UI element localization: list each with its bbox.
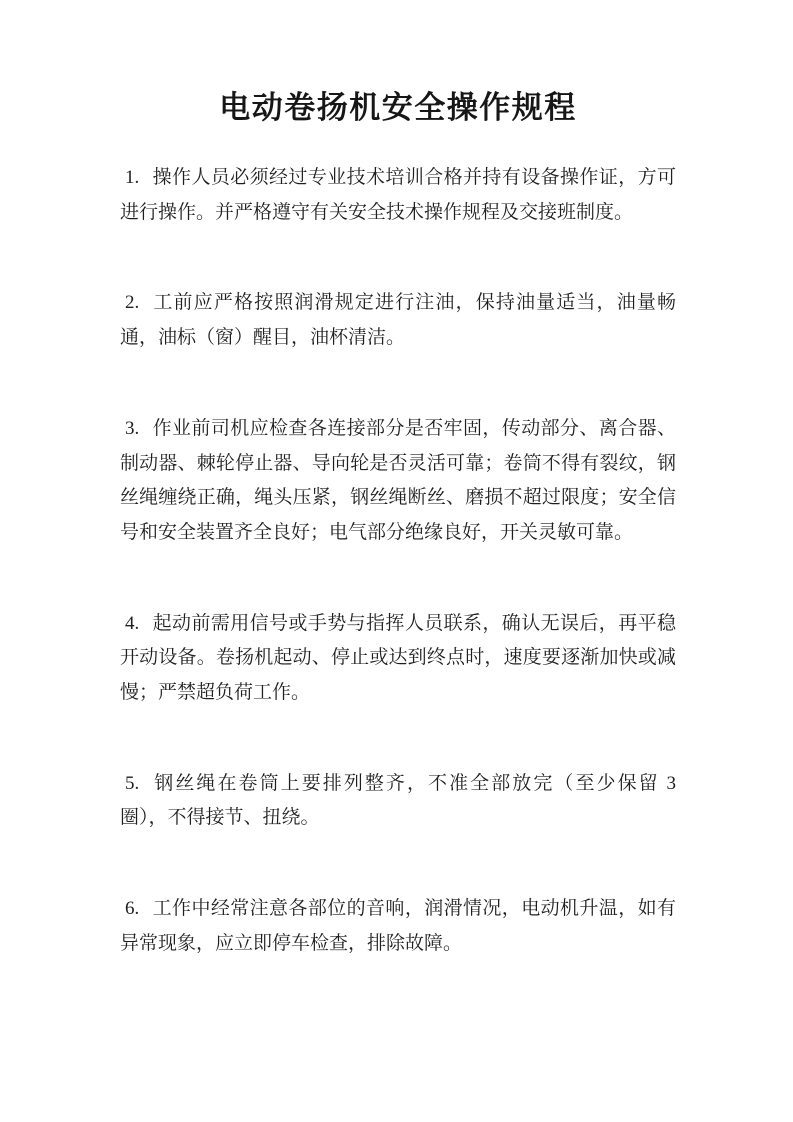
item-number: 2.	[125, 292, 140, 314]
paragraph-line: 通，油标（窗）醒目，油杯清洁。	[120, 327, 406, 349]
paragraph-text: 工作中经常注意各部位的音响，润滑情况，电动机升温，如有	[152, 898, 676, 920]
paragraph-line: 丝绳缠绕正确，绳头压紧，钢丝绳断丝、磨损不超过限度；安全信	[120, 487, 676, 509]
paragraph-text: 工前应严格按照润滑规定进行注油，保持油量适当，油量畅	[152, 292, 676, 314]
item-number: 4.	[125, 612, 140, 634]
document-content	[120, 86, 676, 1018]
paragraph-line	[120, 767, 676, 802]
paragraph-text: 作业前司机应检查各连接部分是否牢固，传动部分、离合器、	[152, 417, 676, 439]
paragraph-line: 制动器、棘轮停止器、导向轮是否灵活可靠；卷筒不得有裂纹，钢	[120, 452, 676, 474]
paragraph-line	[120, 607, 676, 642]
item-number: 6.	[125, 898, 140, 920]
list-item-3	[120, 412, 676, 551]
item-number: 3.	[125, 417, 140, 439]
list-item-2	[120, 286, 676, 355]
paragraph-line: 开动设备。卷扬机起动、停止或达到终点时，速度要逐渐加快或减	[120, 647, 676, 669]
paragraph-line: 慢；严禁超负荷工作。	[120, 682, 311, 704]
document-title: 电动卷扬机安全操作规程	[219, 90, 577, 125]
paragraph-text: 操作人员必须经过专业技术培训合格并持有设备操作证，方可	[152, 167, 676, 188]
paragraph-line: 圈），不得接节、扭绕。	[120, 807, 320, 829]
list-item-5	[120, 767, 676, 836]
paragraph-text: 起动前需用信号或手势与指挥人员联系，确认无误后，再平稳	[152, 612, 676, 634]
paragraph-line: 号和安全装置齐全良好；电气部分绝缘良好，开关灵敏可靠。	[120, 521, 634, 543]
paragraph-line: 进行操作。并严格遵守有关安全技术操作规程及交接班制度。	[120, 201, 634, 223]
item-number: 5.	[125, 772, 140, 794]
list-item-6	[120, 892, 676, 961]
paragraph-line	[120, 161, 676, 196]
list-item-1	[120, 161, 676, 230]
paragraph-line	[120, 892, 676, 927]
paragraph-line: 异常现象，应立即停车检查，排除故障。	[120, 932, 463, 954]
paragraph-line	[120, 412, 676, 447]
paragraph-line	[120, 286, 676, 321]
paragraph-text: 钢丝绳在卷筒上要排列整齐，不准全部放完（至少保留 3	[152, 772, 676, 794]
item-number: 1.	[125, 167, 140, 188]
list-item-4	[120, 607, 676, 711]
